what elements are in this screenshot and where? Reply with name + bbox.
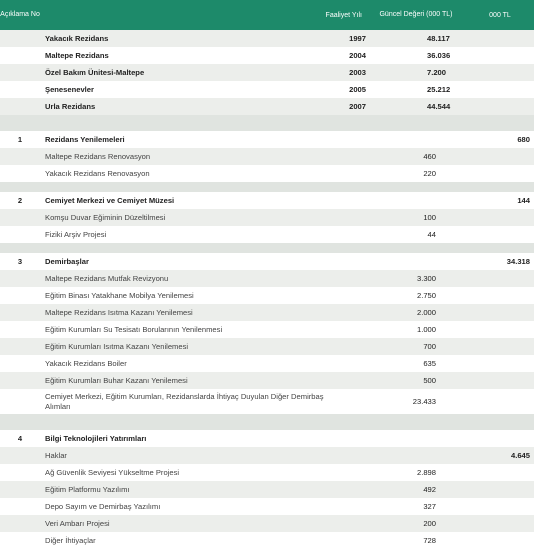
item-row — [0, 321, 534, 338]
subsection-row — [0, 447, 534, 464]
property-value: 36.036 — [427, 51, 451, 60]
property-name: Şenesenevler — [45, 84, 94, 94]
item-row — [0, 226, 534, 243]
section-no: 3 — [17, 257, 23, 266]
item-row — [0, 338, 534, 355]
item-value: 1.000 — [416, 325, 436, 334]
section-title: Demirbaşlar — [45, 256, 89, 266]
item-value: 500 — [423, 376, 436, 385]
property-row — [0, 81, 534, 98]
item-label: Veri Ambarı Projesi — [45, 518, 110, 528]
item-label: Maltepe Rezidans Mutfak Revizyonu — [45, 273, 169, 283]
item-value: 23.433 — [412, 397, 436, 406]
spacer — [0, 182, 534, 192]
item-label: Eğitim Platformu Yazılımı — [45, 484, 130, 494]
item-value: 700 — [423, 342, 436, 351]
property-row — [0, 98, 534, 115]
property-value: 7.200 — [427, 68, 447, 77]
item-row — [0, 464, 534, 481]
item-label: Diğer İhtiyaçlar — [45, 535, 96, 545]
item-row — [0, 287, 534, 304]
item-value: 728 — [423, 536, 436, 545]
spacer — [0, 243, 534, 253]
section-row — [0, 131, 534, 148]
header-year: Faaliyet Yılı — [325, 11, 362, 19]
header-no: Açıklama No — [0, 10, 40, 18]
section-total: 144 — [517, 196, 530, 205]
property-value: 48.117 — [427, 34, 450, 43]
item-row — [0, 498, 534, 515]
property-value: 25.212 — [427, 85, 451, 94]
item-value: 3.300 — [416, 274, 436, 283]
section-total: 34.318 — [506, 257, 530, 266]
spacer — [0, 414, 534, 430]
item-label: Eğitim Kurumları Su Tesisatı Borularının Yenilenmesi — [45, 324, 223, 334]
property-year: 2004 — [349, 50, 366, 60]
item-label: Fiziki Arşiv Projesi — [45, 229, 107, 239]
item-label: Maltepe Rezidans Isıtma Kazanı Yenilemesi — [45, 307, 193, 317]
item-row — [0, 389, 534, 414]
item-row — [0, 209, 534, 226]
property-row — [0, 64, 534, 81]
section-title: Rezidans Yenilemeleri — [45, 134, 125, 144]
item-label: Eğitim Binası Yatakhane Mobilya Yenilemesi — [45, 290, 194, 300]
section-title: Bilgi Teknolojileri Yatırımları — [45, 433, 147, 443]
item-label: Eğitim Kurumları Isıtma Kazanı Yenilemesi — [45, 341, 189, 351]
header-total: 000 TL — [489, 11, 511, 19]
item-row — [0, 532, 534, 549]
item-label: Yakacık Rezidans Boiler — [45, 358, 127, 368]
table-header — [0, 0, 534, 30]
subsection-label: Haklar — [45, 450, 67, 460]
property-year: 2003 — [349, 67, 366, 77]
item-label: Yakacık Rezidans Renovasyon — [45, 168, 150, 178]
item-label: Depo Sayım ve Demirbaş Yazılımı — [45, 501, 161, 511]
section-no: 2 — [17, 196, 23, 205]
property-row — [0, 47, 534, 64]
item-value: 200 — [423, 519, 436, 528]
section-row — [0, 253, 534, 270]
item-value: 2.750 — [416, 291, 436, 300]
item-row — [0, 355, 534, 372]
property-name: Urla Rezidans — [45, 101, 96, 111]
item-value: 460 — [423, 152, 436, 161]
property-name: Yakacık Rezidans — [45, 33, 109, 43]
property-name: Özel Bakım Ünitesi-Maltepe — [45, 67, 145, 77]
item-value: 44 — [427, 230, 436, 239]
property-name: Maltepe Rezidans — [45, 50, 109, 60]
item-label: Ağ Güvenlik Seviyesi Yükseltme Projesi — [45, 467, 180, 477]
section-no: 1 — [17, 135, 23, 144]
item-label: Eğitim Kurumları Buhar Kazanı Yenilemesi — [45, 375, 188, 385]
section-total: 680 — [517, 135, 530, 144]
property-year: 2005 — [349, 84, 366, 94]
item-value: 100 — [423, 213, 436, 222]
property-value: 44.544 — [427, 102, 451, 111]
item-value: 220 — [423, 169, 436, 178]
header-value: Güncel Değeri (000 TL) — [379, 10, 453, 18]
subsection-total: 4.645 — [510, 451, 530, 460]
item-value: 327 — [423, 502, 436, 511]
item-row — [0, 148, 534, 165]
item-value: 635 — [423, 359, 436, 368]
section-row — [0, 430, 534, 447]
item-row — [0, 165, 534, 182]
item-row — [0, 304, 534, 321]
spacer — [0, 115, 534, 131]
item-value: 2.000 — [416, 308, 436, 317]
item-value: 2.898 — [416, 468, 436, 477]
item-label: Cemiyet Merkezi, Eğitim Kurumları, Rezidanslarda İhtiyaç Duyulan Diğer Demirbaş Alımları — [45, 391, 324, 411]
property-row — [0, 30, 534, 47]
item-row — [0, 515, 534, 532]
section-row — [0, 192, 534, 209]
item-label: Komşu Duvar Eğiminin Düzeltilmesi — [45, 212, 166, 222]
property-year: 2007 — [349, 101, 366, 111]
item-label: Maltepe Rezidans Renovasyon — [45, 151, 151, 161]
item-value: 492 — [423, 485, 436, 494]
item-row — [0, 481, 534, 498]
section-no: 4 — [17, 434, 23, 443]
property-year: 1997 — [349, 33, 366, 43]
item-row — [0, 372, 534, 389]
item-row — [0, 270, 534, 287]
section-title: Cemiyet Merkezi ve Cemiyet Müzesi — [45, 195, 175, 205]
